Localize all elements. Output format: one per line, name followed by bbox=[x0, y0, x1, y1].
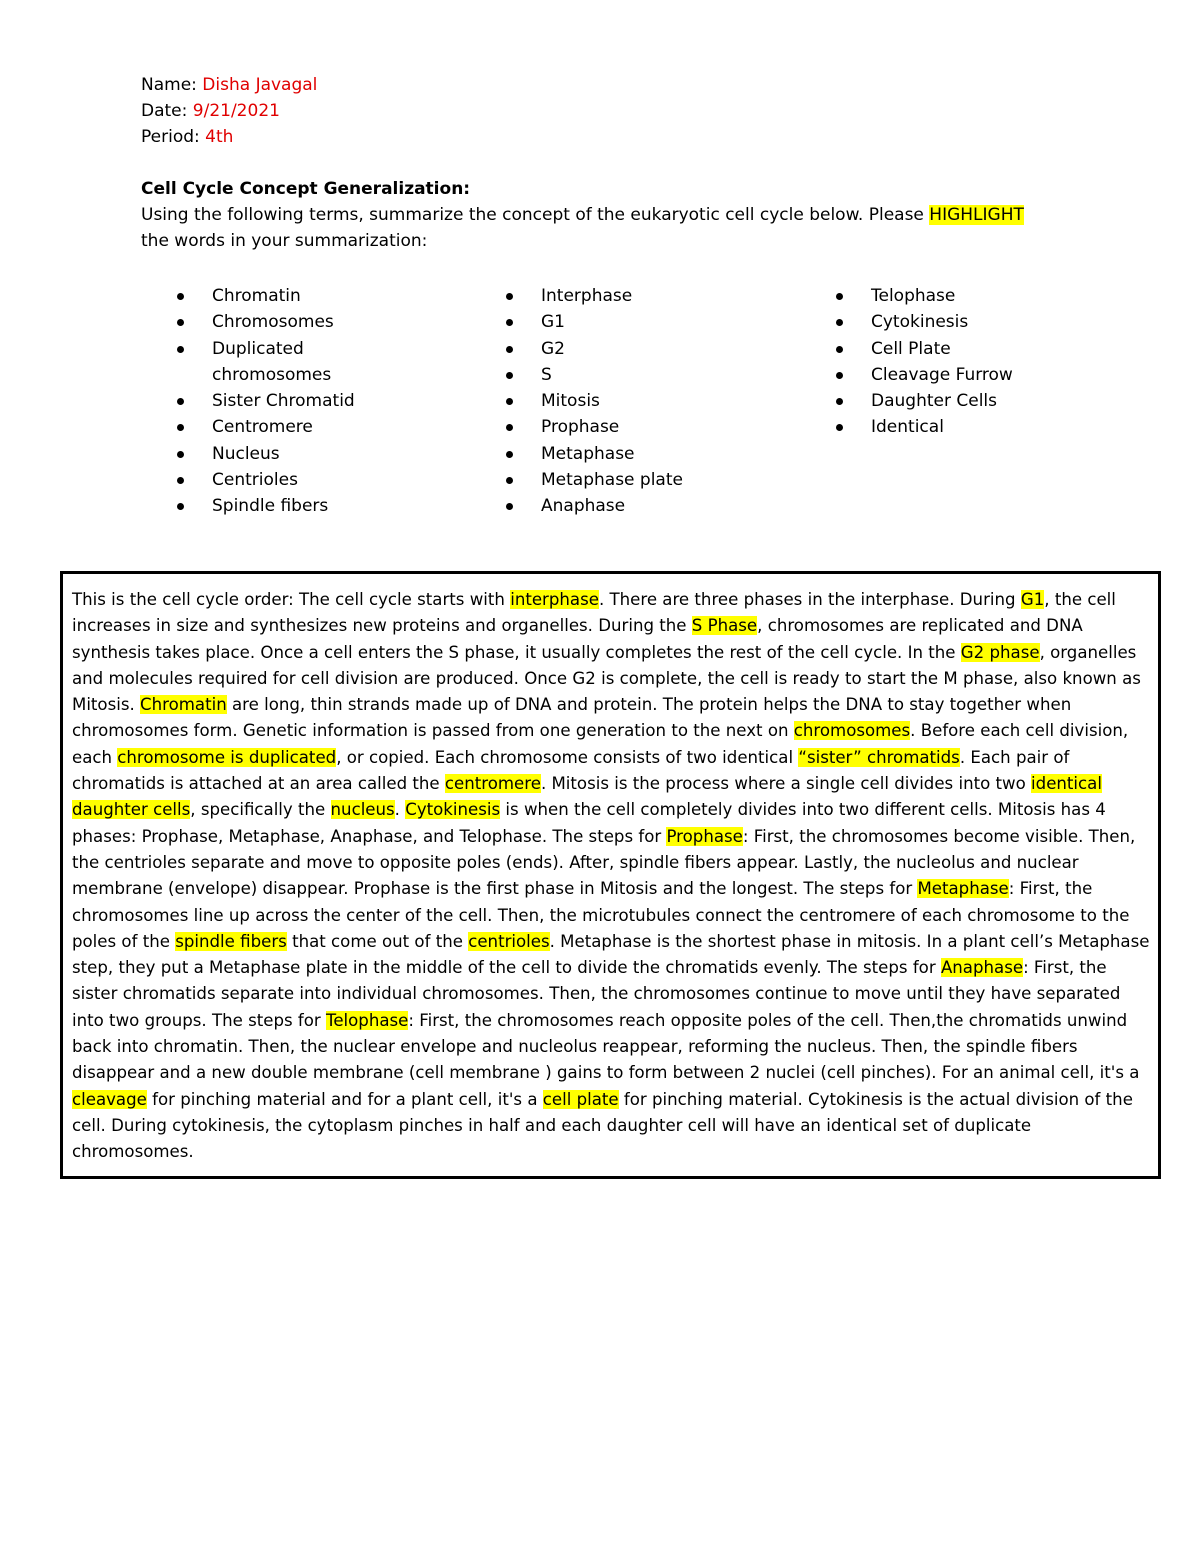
summary-text: . Metaphase is the shortest phase in mitosis. In a plant cell’s Metaphase step, they put a Metaphase plate in the middle of the cell to divide the chromatids evenly. The steps for bbox=[72, 931, 1150, 978]
highlighted-term: S Phase bbox=[691, 616, 758, 636]
instructions-line-1 bbox=[141, 202, 1101, 228]
highlighted-term: spindle fibers bbox=[175, 931, 287, 951]
term-label: Cleavage Furrow bbox=[871, 364, 1013, 385]
highlighted-term: Cytokinesis bbox=[405, 800, 501, 820]
term-label: Centrioles bbox=[212, 470, 298, 491]
term-label: Prophase bbox=[541, 417, 620, 438]
term-item bbox=[836, 283, 1013, 309]
term-item bbox=[506, 441, 683, 467]
highlighted-term: cleavage bbox=[72, 1089, 147, 1109]
period-label: Period: bbox=[141, 127, 200, 147]
summary-text: for pinching material. Cytokinesis is the actual division of the cell. During cytokinesis, the cytoplasm pinches in half and each daughter cell will have an identical set of duplicate chromosomes. bbox=[72, 1089, 1133, 1162]
summary-text: . bbox=[394, 800, 406, 820]
term-item bbox=[506, 309, 683, 335]
section-title: Cell Cycle Concept Generalization: bbox=[141, 179, 471, 199]
highlighted-term: daughter cells bbox=[72, 800, 191, 820]
highlighted-term: Prophase bbox=[666, 826, 743, 846]
term-item bbox=[177, 283, 355, 309]
summary-text: This is the cell cycle order: The cell cycle starts with bbox=[72, 590, 511, 609]
highlighted-term: Chromatin bbox=[140, 695, 227, 715]
period-value: 4th bbox=[205, 127, 234, 147]
term-item bbox=[836, 414, 1013, 440]
highlighted-term: identical bbox=[1031, 774, 1102, 794]
bullet-icon bbox=[177, 293, 184, 300]
bullet-icon bbox=[177, 477, 184, 484]
term-item bbox=[836, 362, 1013, 388]
term-label: G1 bbox=[541, 312, 565, 333]
summary-text: : First, the chromosomes reach opposite poles of the cell. Then,the chromatids unwind back into chromatin. Then, the nuclear envelope and nucleolus reappear, reforming the nucleus. Then, the spindle fibers disappear and a new double membrane (cell membrane ) gains to form between 2 nuclei (cell pinches). For an animal cell, it's a bbox=[72, 1010, 1140, 1083]
bullet-icon bbox=[506, 424, 513, 431]
highlighted-term: “sister” chromatids bbox=[798, 747, 960, 767]
term-label: Cytokinesis bbox=[871, 312, 969, 333]
bullet-icon bbox=[836, 398, 843, 405]
term-item bbox=[506, 336, 683, 362]
highlighted-term: chromosomes bbox=[793, 721, 911, 741]
summary-text: : First, the chromosomes become visible. Then, the centrioles separate and move to opposite poles (ends). After, spindle fibers appear. Lastly, the nucleolus and nuclear membrane (envelope) disappear. Prophase is the first phase in Mitosis and the longest. The steps for bbox=[72, 826, 1136, 899]
term-item bbox=[177, 414, 355, 440]
instructions-line-2: the words in your summarization: bbox=[141, 231, 428, 251]
date-value: 9/21/2021 bbox=[192, 101, 280, 121]
bullet-icon bbox=[506, 372, 513, 379]
name-label: Name: bbox=[141, 75, 197, 95]
terms-list-column-2 bbox=[506, 283, 683, 520]
bullet-icon bbox=[177, 424, 184, 431]
term-label: Sister Chromatid bbox=[212, 391, 355, 412]
terms-list-column-1 bbox=[177, 283, 355, 520]
summary-text: is when the cell completely divides into two different cells. Mitosis has 4 phases: Prophase, Metaphase, Anaphase, and Telophase. The steps for bbox=[72, 800, 1106, 846]
term-item bbox=[506, 362, 683, 388]
summary-text: , specifically the bbox=[190, 800, 331, 820]
term-label: Telophase bbox=[871, 286, 956, 306]
summary-text: , or copied. Each chromosome consists of two identical bbox=[336, 747, 799, 767]
bullet-icon bbox=[506, 477, 513, 484]
highlighted-term: chromosome is duplicated bbox=[117, 747, 337, 767]
term-item bbox=[836, 388, 1013, 414]
bullet-icon bbox=[177, 398, 184, 405]
term-label: Chromosomes bbox=[212, 312, 334, 333]
bullet-icon bbox=[177, 346, 184, 353]
date-label: Date: bbox=[141, 101, 188, 121]
summary-text: . There are three phases in the interphase. During bbox=[598, 590, 1021, 609]
term-label: G2 bbox=[541, 338, 565, 359]
instructions bbox=[141, 176, 1101, 254]
period-row bbox=[141, 124, 317, 150]
term-label: Daughter Cells bbox=[871, 391, 997, 412]
summary-text: . Each pair of chromatids is attached at an area called the bbox=[72, 747, 1070, 794]
term-label: Anaphase bbox=[541, 496, 626, 517]
term-item bbox=[836, 309, 1013, 335]
summary-text: , chromosomes are replicated and DNA synthesis takes place. Once a cell enters the S phase, it usually completes the rest of the cell cycle. In the bbox=[72, 616, 1083, 662]
term-label: Interphase bbox=[541, 286, 633, 306]
bullet-icon bbox=[177, 319, 184, 326]
student-info bbox=[141, 72, 317, 150]
term-label-continued: chromosomes bbox=[212, 364, 332, 385]
highlighted-term: Anaphase bbox=[940, 958, 1024, 978]
highlighted-term: nucleus bbox=[330, 800, 395, 820]
term-label: Cell Plate bbox=[871, 338, 951, 359]
bullet-icon bbox=[506, 503, 513, 510]
term-label: Metaphase bbox=[541, 443, 635, 464]
term-label: Centromere bbox=[212, 417, 313, 438]
bullet-icon bbox=[836, 293, 843, 300]
term-item bbox=[506, 283, 683, 309]
term-label: Identical bbox=[871, 417, 944, 438]
term-item bbox=[177, 467, 355, 493]
term-label: Duplicated bbox=[212, 338, 304, 359]
summary-text: , the cell increases in size and synthesizes new proteins and organelles. During the bbox=[72, 590, 1116, 636]
term-item bbox=[506, 493, 683, 519]
summary-text: : First, the chromosomes line up across the center of the cell. Then, the microtubules connect the centromere of each chromosome to the poles of the bbox=[72, 879, 1130, 951]
name-row bbox=[141, 72, 317, 98]
bullet-icon bbox=[836, 424, 843, 431]
summary-paragraph bbox=[72, 587, 1152, 1166]
bullet-icon bbox=[177, 451, 184, 458]
bullet-icon bbox=[177, 503, 184, 510]
bullet-icon bbox=[836, 319, 843, 326]
highlighted-term: Telophase bbox=[326, 1010, 409, 1030]
term-item bbox=[506, 388, 683, 414]
highlighted-term: G1 bbox=[1020, 590, 1045, 609]
highlighted-term: centrioles bbox=[468, 931, 550, 951]
term-label: Metaphase plate bbox=[541, 470, 683, 491]
term-item bbox=[177, 441, 355, 467]
highlighted-term: interphase bbox=[510, 590, 599, 609]
summary-text: . Mitosis is the process where a single cell divides into two bbox=[540, 774, 1032, 794]
highlighted-term: cell plate bbox=[542, 1089, 619, 1109]
highlighted-term: Metaphase bbox=[917, 879, 1009, 899]
bullet-icon bbox=[506, 293, 513, 300]
bullet-icon bbox=[506, 319, 513, 326]
term-item bbox=[506, 467, 683, 493]
term-label: Mitosis bbox=[541, 391, 600, 412]
name-value: Disha Javagal bbox=[202, 75, 318, 95]
summary-text: that come out of the bbox=[286, 931, 469, 951]
highlight-word: HIGHLIGHT bbox=[929, 205, 1024, 225]
summary-text: , organelles and molecules required for cell division are produced. Once G2 is complete, the cell is ready to start the M phase, also known as Mitosis. bbox=[72, 642, 1141, 715]
highlighted-term: centromere bbox=[444, 774, 541, 794]
bullet-icon bbox=[836, 372, 843, 379]
highlighted-term: G2 phase bbox=[960, 642, 1040, 662]
bullet-icon bbox=[836, 346, 843, 353]
summary-text: : First, the sister chromatids separate into individual chromosomes. Then, the chromosomes continue to move until they have separated into two groups. The steps for bbox=[72, 958, 1121, 1030]
term-item bbox=[506, 414, 683, 440]
term-label: S bbox=[541, 364, 552, 385]
summary-text: . Before each cell division, each bbox=[72, 721, 1129, 767]
terms-list-column-3 bbox=[836, 283, 1013, 441]
bullet-icon bbox=[506, 398, 513, 405]
term-item bbox=[177, 309, 355, 335]
term-label: Nucleus bbox=[212, 443, 280, 464]
term-item bbox=[836, 336, 1013, 362]
date-row bbox=[141, 98, 317, 124]
term-label: Chromatin bbox=[212, 286, 301, 306]
summary-text: for pinching material and for a plant cell, it's a bbox=[146, 1089, 543, 1109]
instructions-text: Using the following terms, summarize the concept of the eukaryotic cell cycle below. Please bbox=[141, 205, 930, 225]
term-item bbox=[177, 336, 355, 389]
summary-box bbox=[60, 571, 1161, 1179]
summary-text: are long, thin strands made up of DNA and protein. The protein helps the DNA to stay together when chromosomes form. Genetic information is passed from one generation to the next on bbox=[72, 695, 1072, 741]
term-item bbox=[177, 493, 355, 519]
term-label: Spindle fibers bbox=[212, 496, 329, 517]
term-item bbox=[177, 388, 355, 414]
bullet-icon bbox=[506, 451, 513, 458]
bullet-icon bbox=[506, 346, 513, 353]
